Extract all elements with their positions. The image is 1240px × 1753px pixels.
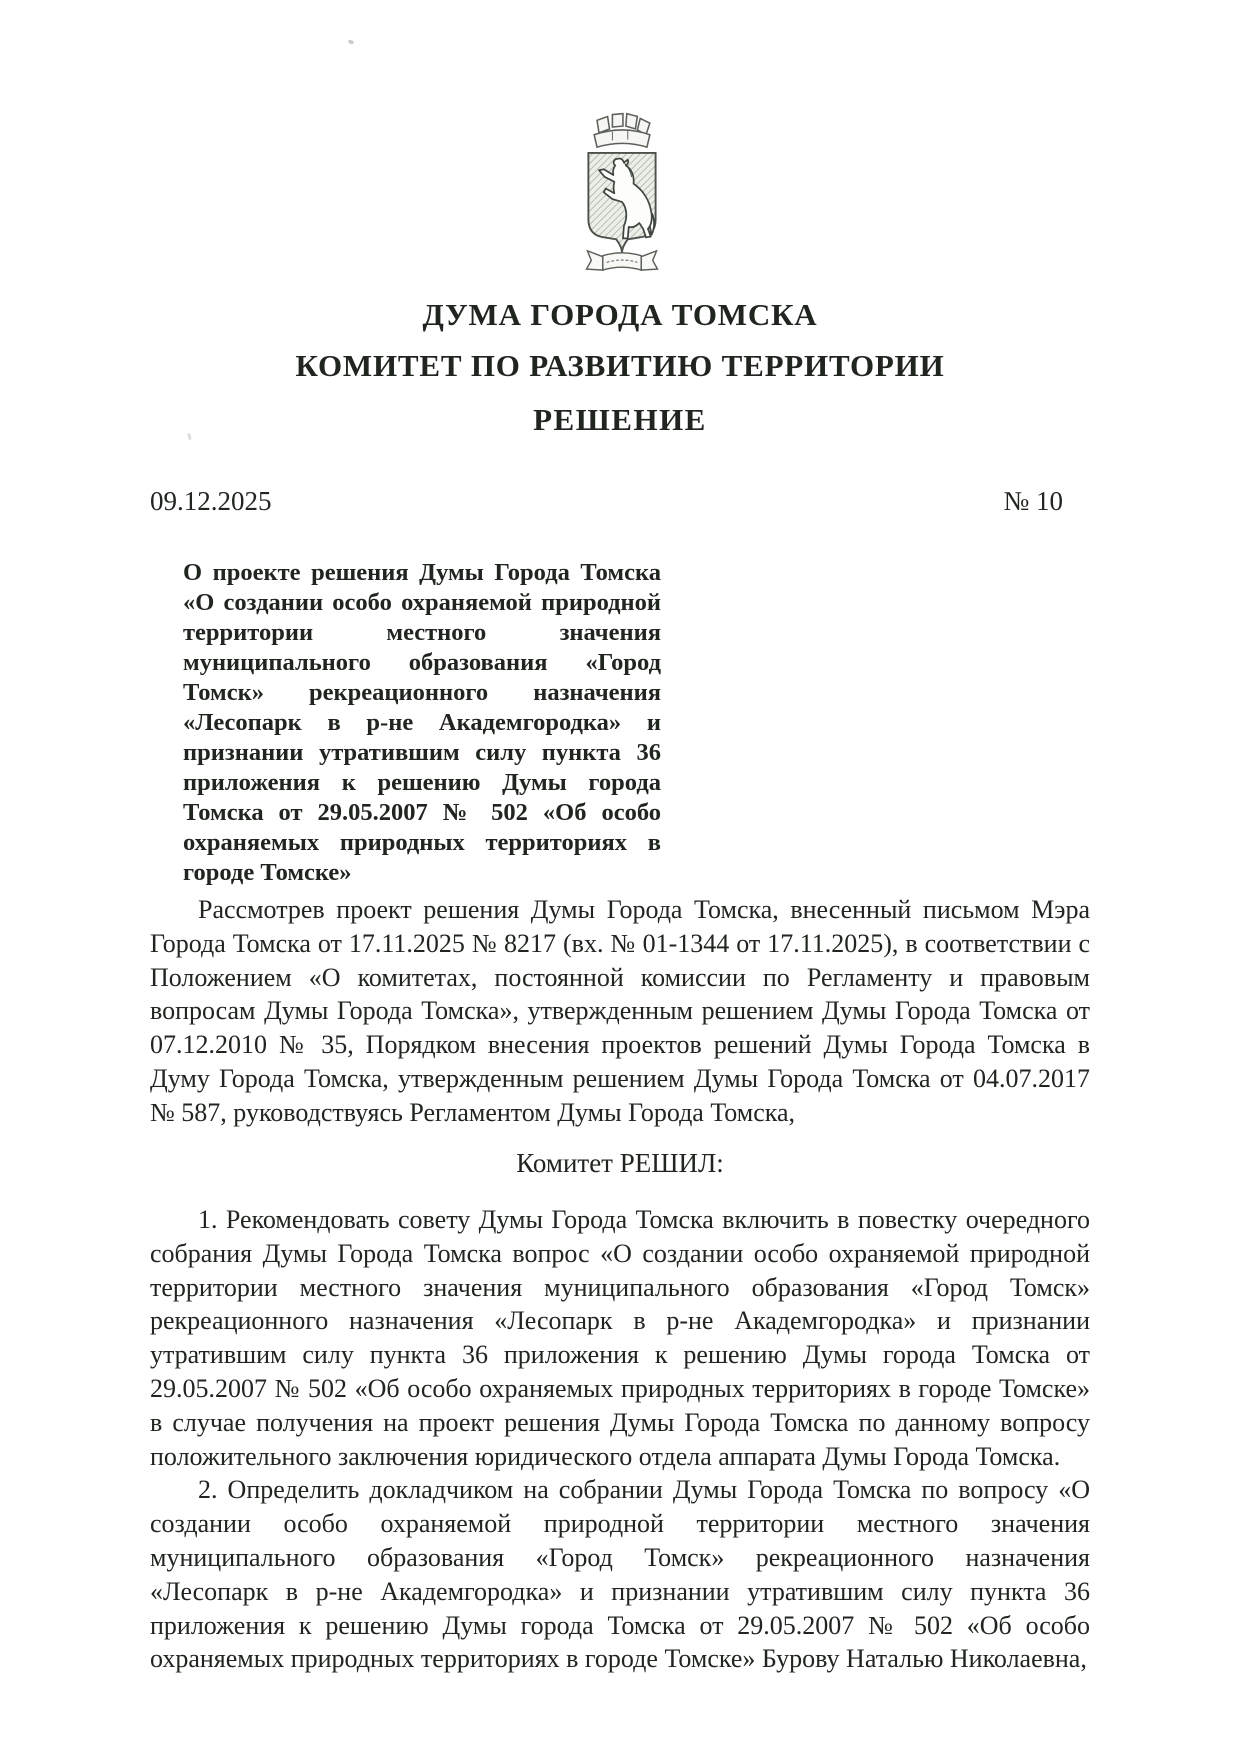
preamble-paragraph: Рассмотрев проект решения Думы Города Томска, внесенный письмом Мэра Города Томска от 17.11.2025 № 8217 (вх. № 01-1344 от 17.11.2025), в соответствии с Положением «О комитетах, постоянной комиссии по Регламенту и правовым вопросам Думы Города Томска», утвержденным решением Думы Города Томска от 07.12.2010 № 35, Порядком внесения проектов решений Думы Города Томска в Думу Города Томска, утвержденным решением Думы Города Томска от 04.07.2017 № 587, руководствуясь Регламентом Думы Города Томска, — [150, 895, 1090, 1127]
mural-crown-icon — [594, 114, 650, 148]
doc-type-title: РЕШЕНИЕ — [533, 402, 707, 437]
meta-row — [150, 486, 1063, 517]
ribbon-icon — [586, 251, 657, 270]
resolution-item-2: 2. Определить докладчиком на собрании Думы Города Томска по вопросу «О создании особо охраняемой природной территории местного значения муниципального образования «Город Томск» рекреационного назначения «Лесопарк в р-не Академгородка» и признании утратившим силу пункта 36 приложения к решению Думы города Томска от 29.05.2007 № 502 «Об особо охраняемых природных территориях в городе Томске» Бурову Наталью Николаевна, — [150, 1475, 1090, 1674]
resolution-item-1: 1. Рекомендовать совету Думы Города Томска включить в повестку очередного собрания Думы Города Томска вопрос «О создании особо охраняемой природной территории местного значения муниципального образования «Город Томск» рекреационного назначения «Лесопарк в р-не Академгородка» и признании утратившим силу пункта 36 приложения к решению Думы города Томска от 29.05.2007 № 502 «Об особо охраняемых природных территориях в городе Томске» в случае получения на проект решения Думы Города Томска по данному вопросу положительного заключения юридического отдела аппарата Думы Города Томска. — [150, 1205, 1090, 1471]
doc-date: 09.12.2025 — [150, 486, 272, 516]
organization-title: ДУМА ГОРОДА ТОМСКА — [422, 297, 818, 332]
resolution-items — [150, 1203, 1090, 1676]
committee-title: КОМИТЕТ ПО РАЗВИТИЮ ТЕРРИТОРИИ — [295, 348, 945, 383]
doc-number: № 10 — [1003, 486, 1063, 516]
tomsk-coat-of-arms-icon — [574, 104, 670, 296]
subject-block: О проекте решения Думы Города Томска «О создании особо охраняемой природной территории местного значения муниципального образования «Город Томск» рекреационного назначения «Лесопарк в р-не Академгородка» и признании утратившим силу пункта 36 приложения к решению Думы города Томска от 29.05.2007 № 502 «Об особо охраняемых природных территориях в городе Томске» — [183, 559, 661, 886]
resolution-heading: Комитет РЕШИЛ: — [516, 1148, 724, 1178]
scan-speck — [347, 39, 354, 45]
